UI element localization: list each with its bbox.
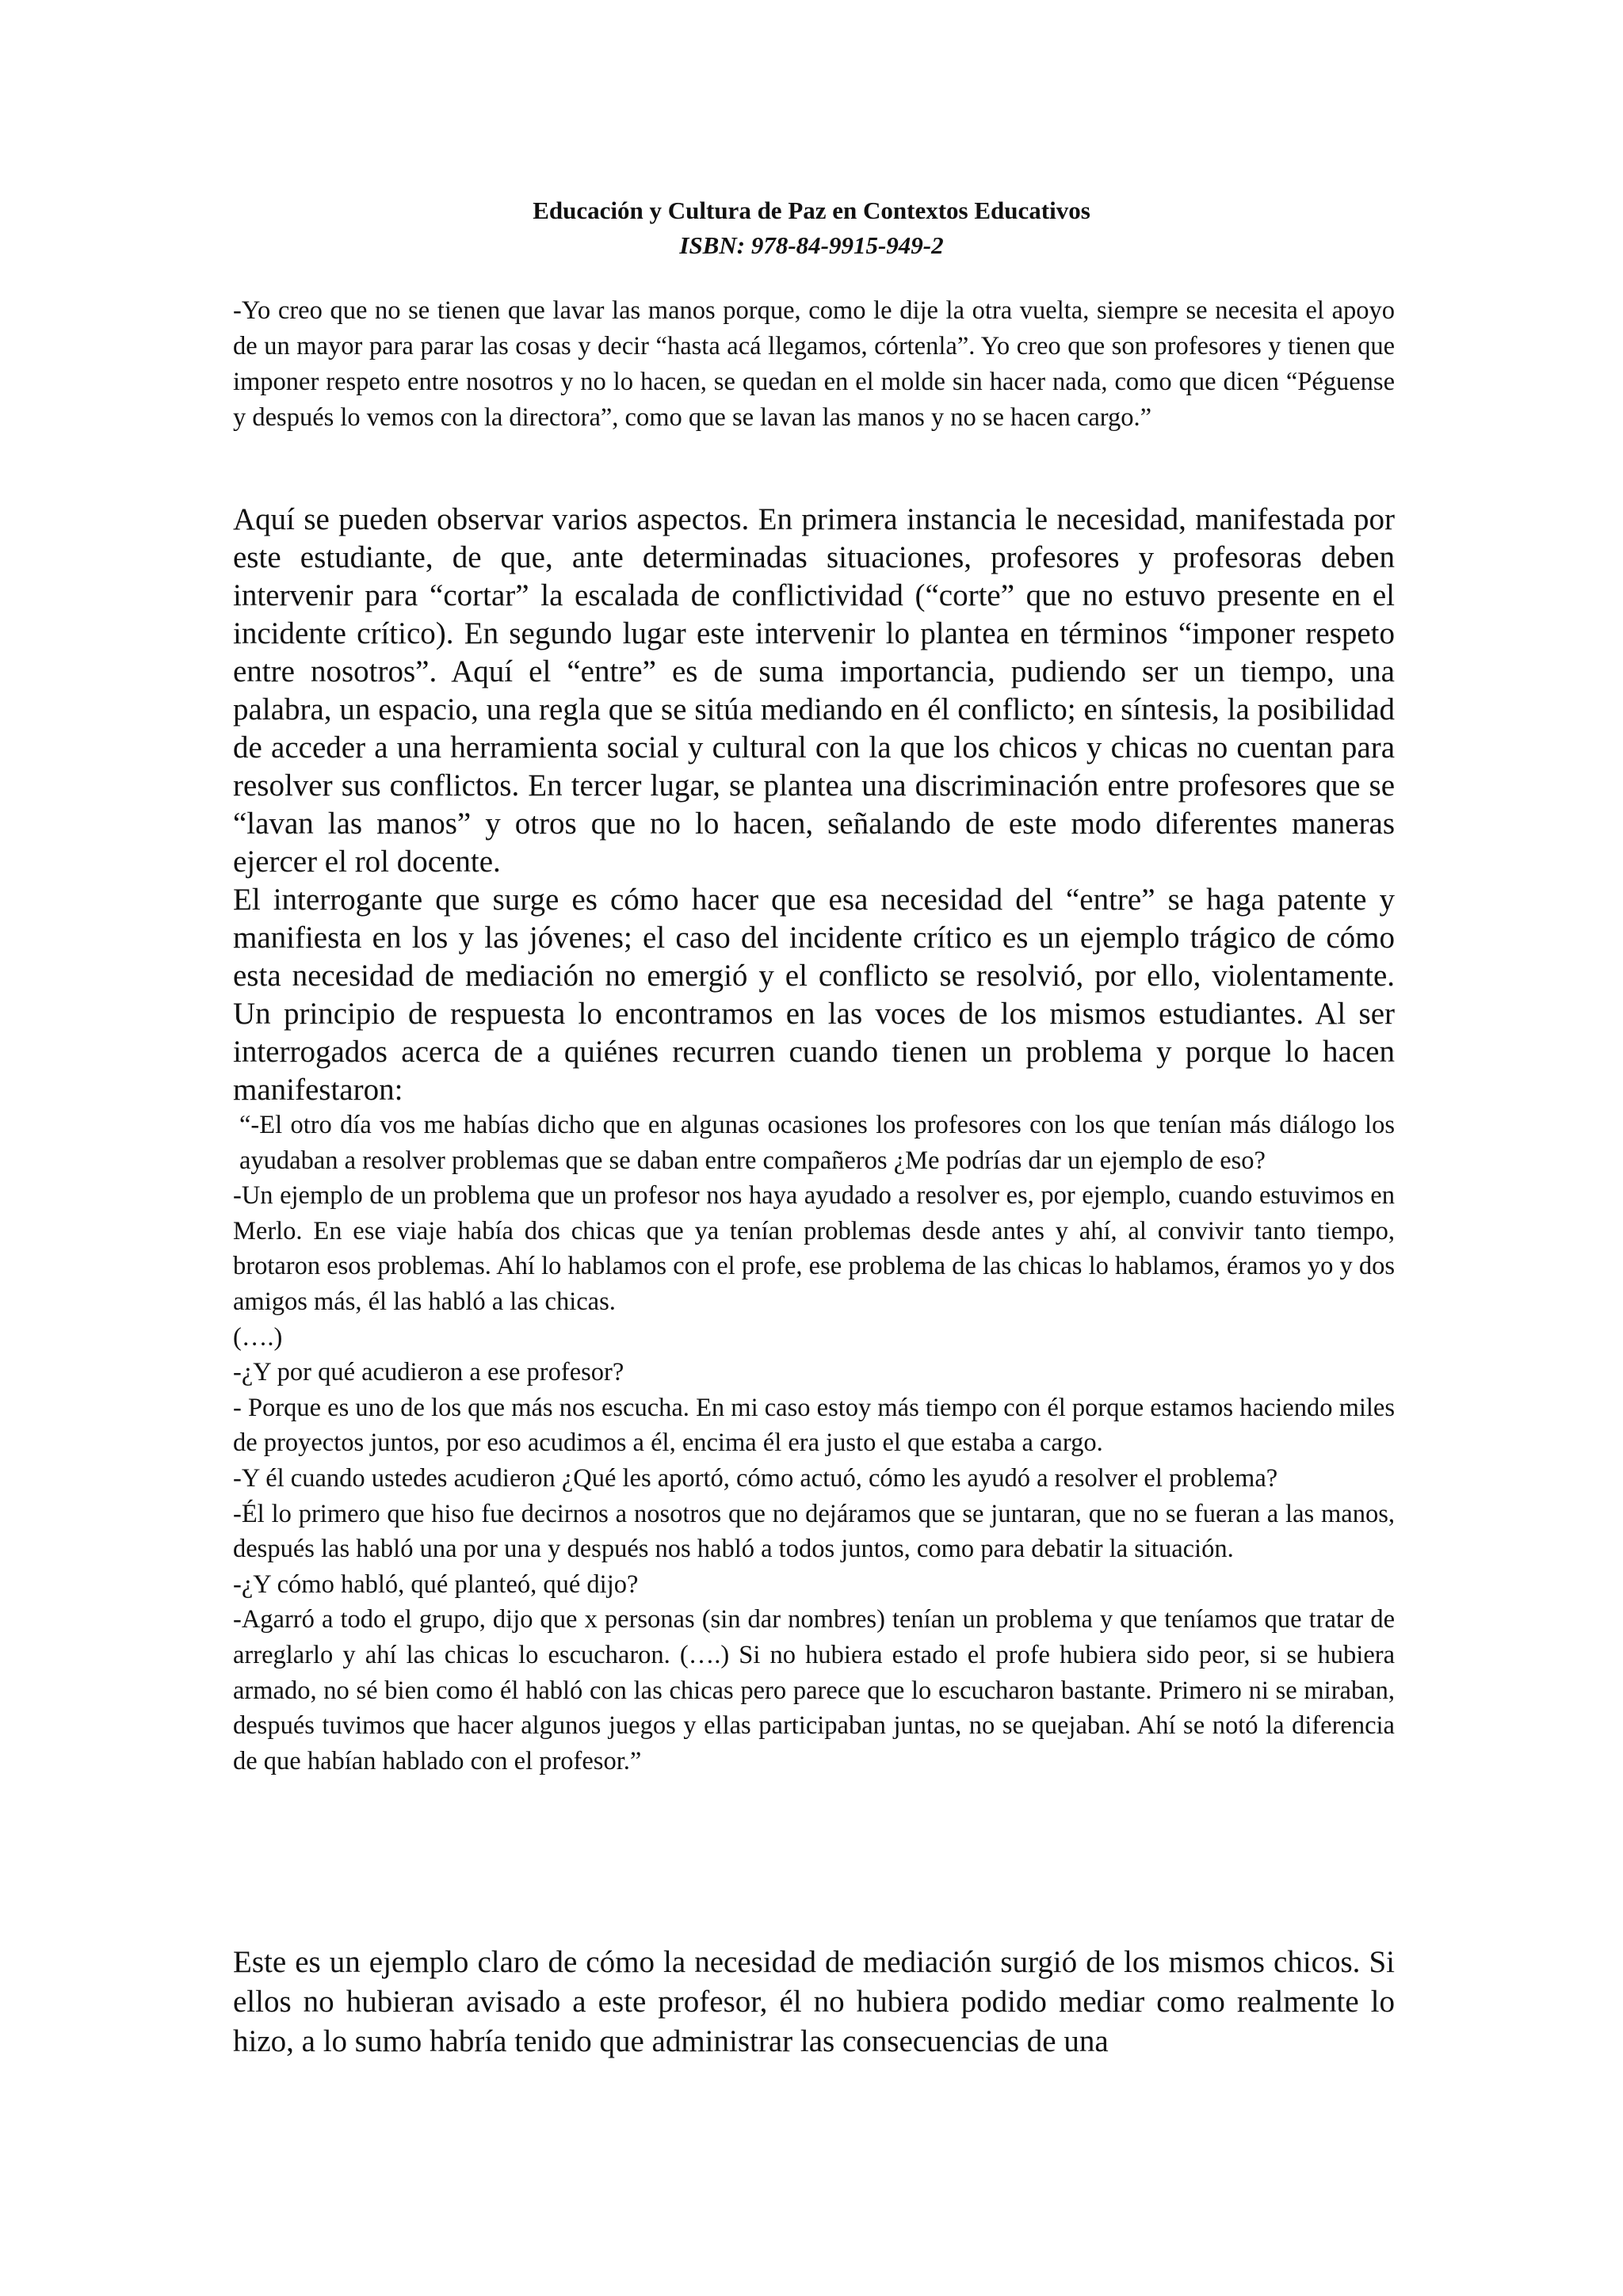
interview-transcript (233, 1108, 1395, 1779)
header-isbn: ISBN: 978-84-9915-949-2 (679, 231, 944, 259)
interview-line: -Un ejemplo de un problema que un profesor nos haya ayudado a resolver es, por ejemplo, cuando estuvimos en Merlo. En ese viaje había dos chicas que ya tenían problemas desde antes y ahí, al convivir tanto tiempo, brotaron esos problemas. Ahí lo hablamos con el profe, ese problema de las chicas lo hablamos, éramos yo y dos amigos más, él las habló a las chicas. (233, 1181, 1395, 1316)
interview-line: “-El otro día vos me habías dicho que en algunas ocasiones los profesores con los que tenían más diálogo los ayudaban a resolver problemas que se daban entre compañeros ¿Me podrías dar un ejemplo de eso? (239, 1111, 1395, 1175)
student-quote-block (233, 293, 1395, 436)
analysis-section (233, 501, 1395, 1109)
closing-paragraph: Este es un ejemplo claro de cómo la necesidad de mediación surgió de los mismos chicos. Si ellos no hubieran avisado a este profesor, él no hubiera podido mediar como realmente lo hizo, a lo sumo habría tenido que administrar las consecuencias de una (233, 1945, 1395, 2058)
interview-line: - Porque es uno de los que más nos escucha. En mi caso estoy más tiempo con él porque estamos haciendo miles de proyectos juntos, por eso acudimos a él, encima él era justo el que estaba a cargo. (233, 1393, 1395, 1458)
interview-line: (….) (233, 1322, 283, 1352)
interview-line: -Él lo primero que hiso fue decirnos a nosotros que no dejáramos que se juntaran, que no se fueran a las manos, después las habló una por una y después nos habló a todos juntos, como para debatir la situación. (233, 1499, 1395, 1564)
student-quote: -Yo creo que no se tienen que lavar las manos porque, como le dije la otra vuelta, siempre se necesita el apoyo de un mayor para parar las cosas y decir “hasta acá llegamos, córtenla”. Yo creo que son profesores y tienen que imponer respeto entre nosotros y no lo hacen, se quedan en el molde sin hacer nada, como que dicen “Péguense y después lo vemos con la directora”, como que se lavan las manos y no se hacen cargo.” (233, 296, 1395, 432)
page-header (0, 193, 1623, 263)
header-title: Educación y Cultura de Paz en Contextos Educativos (533, 196, 1090, 224)
interview-line: -¿Y por qué acudieron a ese profesor? (233, 1358, 624, 1387)
interview-line: -Y él cuando ustedes acudieron ¿Qué les aportó, cómo actuó, cómo les ayudó a resolver el problema? (233, 1463, 1278, 1493)
analysis-paragraph-2: El interrogante que surge es cómo hacer que esa necesidad del “entre” se haga patente y manifiesta en los y las jóvenes; el caso del incidente crítico es un ejemplo trágico de cómo esta necesidad de mediación no emergió y el conflicto se resolvió, por ello, violentamente. Un principio de respuesta lo encontramos en las voces de los mismos estudiantes. Al ser interrogados acerca de a quiénes recurren cuando tienen un problema y porque lo hacen manifestaron: (233, 883, 1395, 1107)
analysis-paragraph-1: Aquí se pueden observar varios aspectos. En primera instancia le necesidad, manifestada por este estudiante, de que, ante determinadas situaciones, profesores y profesoras deben intervenir para “cortar” la escalada de conflictividad (“corte” que no estuvo presente en el incidente crítico). En segundo lugar este intervenir lo plantea en términos “imponer respeto entre nosotros”. Aquí el “entre” es de suma importancia, pudiendo ser un tiempo, una palabra, un espacio, una regla que se sitúa mediando en él conflicto; en síntesis, la posibilidad de acceder a una herramienta social y cultural con la que los chicos y chicas no cuentan para resolver sus conflictos. En tercer lugar, se plantea una discriminación entre profesores que se “lavan las manos” y otros que no lo hacen, señalando de este modo diferentes maneras ejercer el rol docente. (233, 502, 1395, 879)
closing-section (233, 1943, 1395, 2061)
interview-line: -¿Y cómo habló, qué planteó, qué dijo? (233, 1569, 639, 1599)
interview-line: -Agarró a todo el grupo, dijo que x personas (sin dar nombres) tenían un problema y que teníamos que tratar de arreglarlo y ahí las chicas lo escucharon. (….) Si no hubiera estado el profe hubiera sido peor, si se hubiera armado, no sé bien como él habló con las chicas pero parece que lo escucharon bastante. Primero ni se miraban, después tuvimos que hacer algunos juegos y ellas participaban juntas, no se quejaban. Ahí se notó la diferencia de que habían hablado con el profesor.” (233, 1605, 1395, 1775)
